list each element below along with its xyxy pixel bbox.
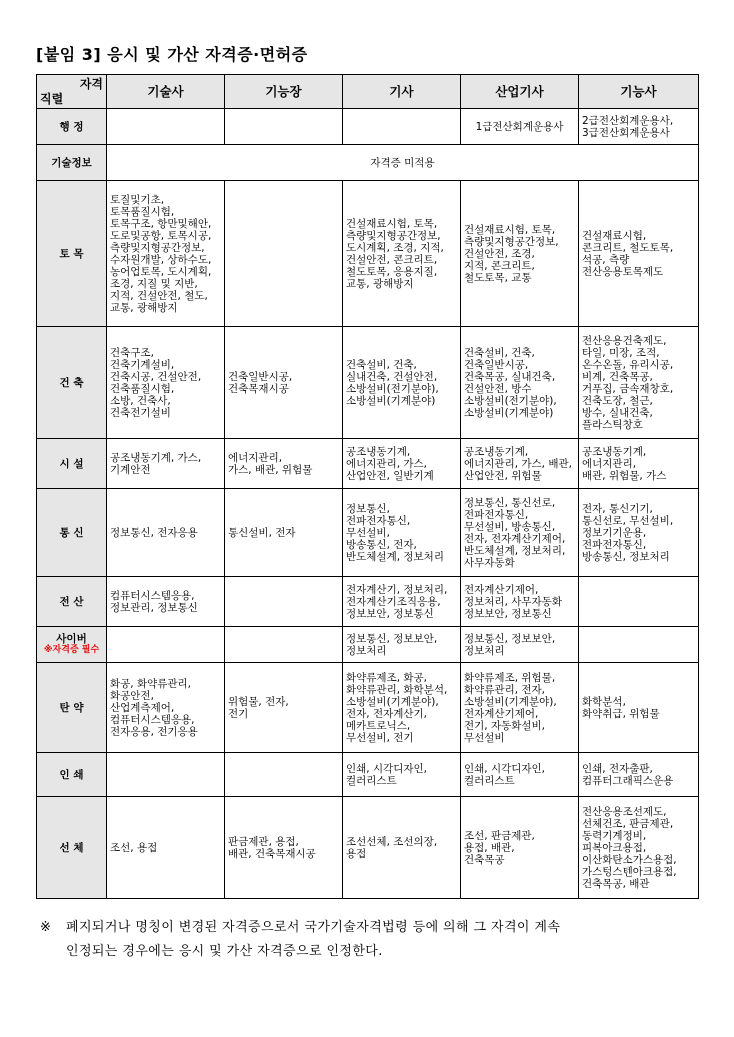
table-cell [107,753,225,797]
table-cell: 건축설비, 건축, 실내건축, 건설안전, 소방설비(전기분야), 소방설비(기계분야) [343,327,461,439]
table-row [37,439,699,489]
table-cell: 토질및기초, 토목품질시험, 토목구조, 항만및해안, 도로및공항, 토목시공, 측량및지형공간정보, 수자원개발, 상하수도, 농어업토목, 도시계획, 조경, 지질 및 지반, 지적, 건설안전, 철도, 교통, 광해방지 [107,181,225,327]
row-header: 탄 약 [37,663,107,753]
table-cell: 정보통신, 전자응용 [107,489,225,577]
table-cell [343,109,461,145]
table-cell [107,627,225,663]
corner-header-cell [37,75,107,109]
column-header: 기능사 [579,75,699,109]
table-header-row [37,75,699,109]
row-header-label: 사이버 [56,633,87,645]
table-cell: 전산응용조선제도, 선체건조, 판금제관, 동력기계정비, 피복아크용접, 이산화탄소가스용접, 가스텅스텐아크용접, 건축목공, 배관 [579,797,699,899]
table-cell: 조선, 판금제관, 용접, 배관, 건축목공 [461,797,579,899]
table-cell: 화약류제조, 화공, 화약류관리, 화학분석, 소방설비(기계분야), 전자, 전자계산기, 메카트로닉스, 무선설비, 전기 [343,663,461,753]
table-cell: 조선선체, 조선의장, 용접 [343,797,461,899]
column-header: 기능장 [225,75,343,109]
table-row [37,327,699,439]
row-header: 행 정 [37,109,107,145]
table-cell: 전산응용건축제도, 타일, 미장, 조적, 온수온돌, 유리시공, 비계, 건축목공, 거푸집, 금속재창호, 건축도장, 철근, 방수, 실내건축, 플라스틱창호 [579,327,699,439]
page-title: [붙임 3] 응시 및 가산 자격증·면허증 [36,45,308,64]
table-cell: 2급전산회계운용사, 3급전산회계운용사 [579,109,699,145]
table-cell: 건축설비, 건축, 건축일반시공, 건축목공, 실내건축, 건설안전, 방수 소방설비(전기분야), 소방설비(기계분야) [461,327,579,439]
table-row [37,663,699,753]
table-cell [225,577,343,627]
table-cell: 건설재료시험, 콘크리트, 철도토목, 석공, 측량 전산응용토목제도 [579,181,699,327]
table-cell: 건축일반시공, 건축목재시공 [225,327,343,439]
table-cell: 전자계산기제어, 정보처리, 사무자동화 정보보안, 정보통신 [461,577,579,627]
table-cell: 건설재료시험, 토목, 측량및지형공간정보, 도시계획, 조경, 지적, 건설안전, 콘크리트, 철도토목, 응용지질, 교통, 광해방지 [343,181,461,327]
table-cell: 전자계산기, 정보처리, 전자계산기조직응용, 정보보안, 정보통신 [343,577,461,627]
table-cell: 인쇄, 시각디자인, 컬러리스트 [343,753,461,797]
row-header: 인 쇄 [37,753,107,797]
table-cell: 전자, 통신기기, 통신선로, 무선설비, 정보기기운용, 전파전자통신, 방송통신, 정보처리 [579,489,699,577]
table-cell: 조선, 용접 [107,797,225,899]
footnote-text: 폐지되거나 명칭이 변경된 자격증으로서 국가기술자격법령 등에 의해 그 자격이 계속 인정되는 경우에는 응시 및 가산 자격증으로 인정한다. [66,920,561,959]
table-cell: 정보통신, 전파전자통신, 무선설비, 방송통신, 전자, 반도체설계, 정보처리 [343,489,461,577]
table-cell: 건설재료시험, 토목, 측량및지형공간정보, 건설안전, 조경, 지적, 콘크리트, 철도토목, 교통 [461,181,579,327]
table-cell: 공조냉동기계, 에너지관리, 가스, 산업안전, 일반기계 [343,439,461,489]
row-header: 전 산 [37,577,107,627]
table-cell: 에너지관리, 가스, 배관, 위험물 [225,439,343,489]
table-row [37,109,699,145]
table-cell: 화학분석, 화약취급, 위험물 [579,663,699,753]
table-row [37,753,699,797]
table-cell: 공조냉동기계, 에너지관리, 배관, 위험물, 가스 [579,439,699,489]
table-cell: 공조냉동기계, 에너지관리, 가스, 배관, 산업안전, 위험물 [461,439,579,489]
row-header [37,627,107,663]
table-row [37,181,699,327]
row-header: 선 체 [37,797,107,899]
merged-cell: 자격증 미적용 [107,145,699,181]
table-cell: 정보통신, 통신선로, 전파전자통신, 무선설비, 방송통신, 전자, 전자계산기제어, 반도체설계, 정보처리, 사무자동화 [461,489,579,577]
table-cell: 정보통신, 정보보안, 정보처리 [461,627,579,663]
table-cell [107,109,225,145]
table-cell: 공조냉동기계, 가스, 기계안전 [107,439,225,489]
table-cell: 정보통신, 정보보안, 정보처리 [343,627,461,663]
table-cell [225,181,343,327]
table-row [37,489,699,577]
table-row [37,145,699,181]
row-header: 시 설 [37,439,107,489]
table-cell [225,109,343,145]
table-cell [225,627,343,663]
table-cell: 통신설비, 전자 [225,489,343,577]
column-header: 산업기사 [461,75,579,109]
required-note: ※자격증 필수 [43,645,100,655]
column-header: 기술사 [107,75,225,109]
row-header: 기술정보 [37,145,107,181]
table-cell: 인쇄, 전자출판, 컴퓨터그래픽스운용 [579,753,699,797]
table-row [37,577,699,627]
table-cell: 건축구조, 건축기계설비, 건축시공, 건설안전, 건축품질시험, 소방, 건축사, 건축전기설비 [107,327,225,439]
table-cell: 위험물, 전자, 전기 [225,663,343,753]
table-cell: 인쇄, 시각디자인, 컬러리스트 [461,753,579,797]
column-header: 기사 [343,75,461,109]
row-header: 토 목 [37,181,107,327]
table-cell [225,753,343,797]
table-row [37,627,699,663]
table-cell: 판금제관, 용접, 배관, 건축목재시공 [225,797,343,899]
table-cell: 화약류제조, 위험물, 화약류관리, 전자, 소방설비(기계분야), 전자계산기제어, 전기, 자동화설비, 무선설비 [461,663,579,753]
table-cell: 화공, 화약류관리, 화공안전, 산업계측제어, 컴퓨터시스템응용, 전자응용, 전기응용 [107,663,225,753]
table-cell: 컴퓨터시스템응용, 정보관리, 정보통신 [107,577,225,627]
row-header: 통 신 [37,489,107,577]
table-cell [579,627,699,663]
table-row [37,797,699,899]
table-cell [579,577,699,627]
footnote-mark: ※ [40,920,51,935]
corner-label-series: 직렬 [40,92,64,106]
corner-label-qualification: 자격 [79,77,103,91]
footnote [40,916,702,964]
row-header: 건 축 [37,327,107,439]
table-cell: 1급전산회계운용사 [461,109,579,145]
qualification-table [36,74,699,899]
